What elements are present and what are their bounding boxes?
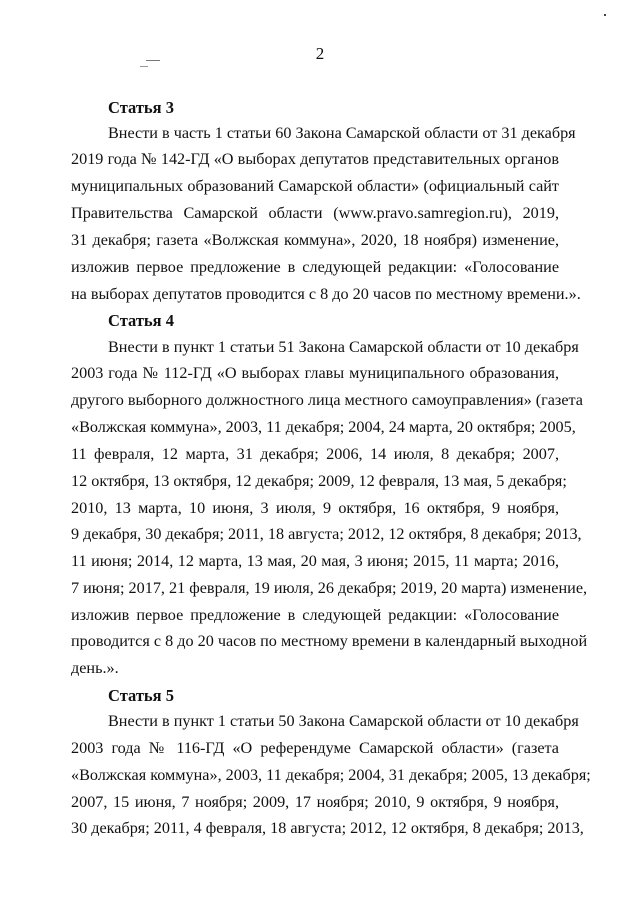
article-4-line: 11 февраля, 12 марта, 31 декабря; 2006, 14 июля, 8 декабря; 2007, [71, 445, 559, 463]
article-4-line: 12 октября, 13 октября, 12 декабря; 2009, 12 февраля, 13 мая, 5 декабря; [71, 472, 567, 490]
article-5-line: 30 декабря; 2011, 4 февраля, 18 августа; 2012, 12 октября, 8 декабря; 2013, [71, 819, 584, 837]
article-5-line: Внести в пункт 1 статьи 50 Закона Самарской области от 10 декабря [108, 712, 579, 730]
article-4-line: «Волжская коммуна», 2003, 11 декабря; 2004, 24 марта, 20 октября; 2005, [71, 418, 576, 436]
article-4-line: 7 июня; 2017, 21 февраля, 19 июля, 26 декабря; 2019, 20 марта) изменение, [71, 579, 588, 597]
page-number: 2 [315, 44, 325, 63]
article-4-line: 9 декабря, 30 декабря; 2011, 18 августа; 2012, 12 октября, 8 декабря; 2013, [71, 525, 582, 543]
article-4-line: 2003 года № 112-ГД «О выборах главы муниципального образования, [71, 364, 559, 382]
article-3-line: 2019 года № 142-ГД «О выборах депутатов представительных органов [71, 150, 559, 168]
scan-speck [604, 14, 606, 16]
scan-mark [146, 60, 160, 61]
article-5-line: 2007, 15 июня, 7 ноября; 2009, 17 ноября; 2010, 9 октября, 9 ноября, [71, 793, 559, 811]
scan-mark [140, 66, 148, 67]
article-4-heading: Статья 4 [108, 311, 174, 330]
article-5-heading: Статья 5 [108, 686, 174, 705]
article-3-line: изложив первое предложение в следующей редакции: «Голосование [71, 258, 559, 276]
article-5-line: 2003 года № 116-ГД «О референдуме Самарской области» (газета [71, 739, 559, 757]
article-4-line: день.». [71, 659, 119, 677]
article-4-line: 11 июня; 2014, 12 марта, 13 мая, 20 мая, 3 июня; 2015, 11 марта; 2016, [71, 552, 559, 570]
article-4-line: 2010, 13 марта, 10 июня, 3 июля, 9 октября, 16 октября, 9 ноября, [71, 499, 559, 517]
article-4-line: проводится с 8 до 20 часов по местному времени в календарный выходной [71, 632, 588, 650]
article-4-line: изложив первое предложение в следующей редакции: «Голосование [71, 606, 559, 624]
article-3-heading: Статья 3 [108, 98, 174, 117]
article-4-line: другого выборного должностного лица местного самоуправления» (газета [71, 391, 583, 409]
article-5-line: «Волжская коммуна», 2003, 11 декабря; 2004, 31 декабря; 2005, 13 декабря; [71, 766, 591, 784]
article-3-line: 31 декабря; газета «Волжская коммуна», 2020, 18 ноября) изменение, [71, 231, 559, 249]
article-3-line: муниципальных образований Самарской области» (официальный сайт [71, 177, 559, 195]
article-3-line: Правительства Самарской области (www.pravo.samregion.ru), 2019, [71, 204, 559, 222]
article-3-line: на выборах депутатов проводится с 8 до 20 часов по местному времени.». [71, 285, 581, 303]
article-3-line: Внести в часть 1 статьи 60 Закона Самарской области от 31 декабря [108, 124, 576, 142]
article-4-line: Внести в пункт 1 статьи 51 Закона Самарской области от 10 декабря [108, 338, 579, 356]
